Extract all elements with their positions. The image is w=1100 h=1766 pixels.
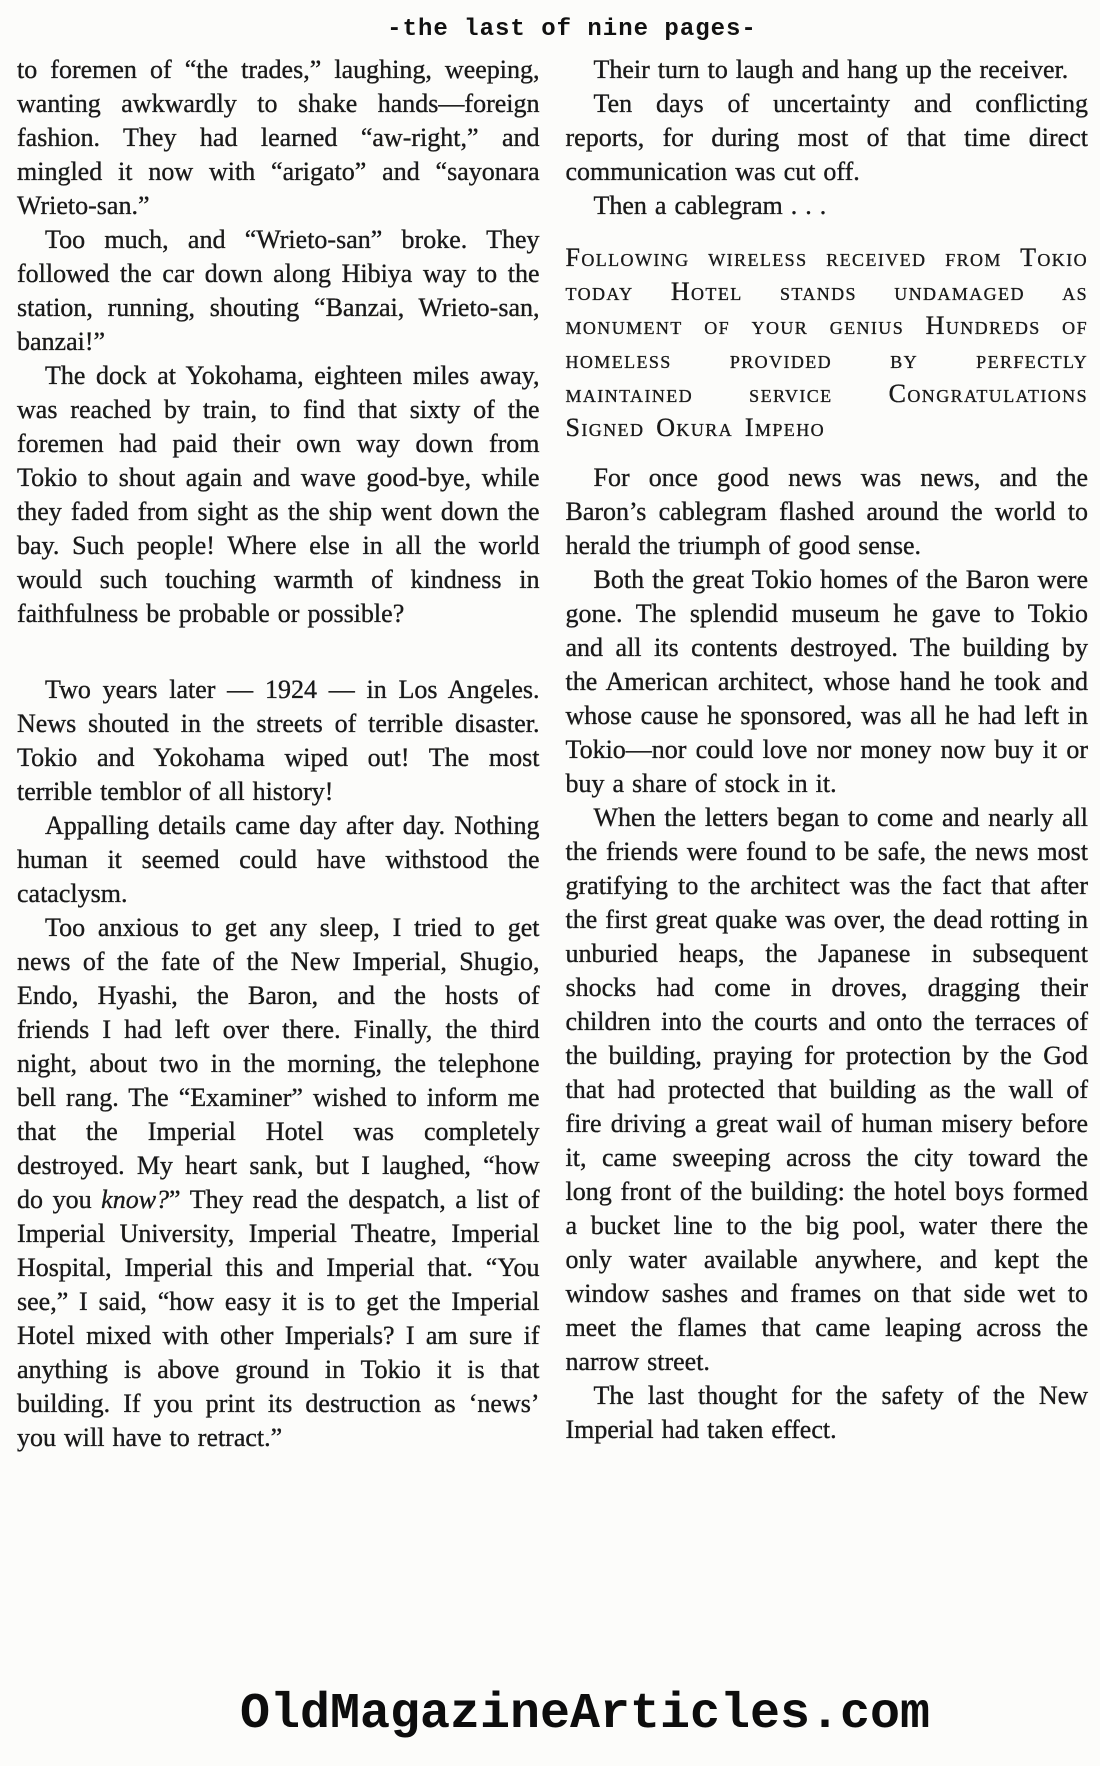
paragraph: When the letters began to come and nearly all the friends were found to be safe, the news most gratifying to the architect was the fact that after the first great quake was over, the dead rotting in unburied heaps, the Japanese in subsequent shocks had come in droves, dragging their children into the courts and onto the terraces of the building, praying for protection by the God that had protected that building as the wall of fire driving a great wail of human misery before it, came sweeping across the city toward the long front of the building: the hotel boys formed a bucket line to the big pool, water there the only water available anywhere, and kept the window sashes and frames on that side wet to meet the flames that came leaping across the narrow street. bbox=[565, 803, 1088, 1376]
paragraph: The last thought for the safety of the New Imperial had taken effect. bbox=[565, 1381, 1088, 1444]
paragraph: Then a cablegram . . . bbox=[593, 191, 827, 220]
paragraph: Two years later — 1924 — in Los Angeles. News shouted in the streets of terrible disaster. Tokio and Yokohama wiped out! The most terrible temblor of all history! bbox=[17, 675, 540, 806]
italic-word: know? bbox=[101, 1185, 170, 1214]
paragraph: Their turn to laugh and hang up the receiver. bbox=[593, 55, 1069, 84]
paragraph bbox=[17, 911, 540, 1455]
page-header: -the last of nine pages- bbox=[387, 16, 757, 43]
watermark: OldMagazineArticles.com bbox=[239, 1686, 931, 1743]
paragraph-text: Too anxious to get any sleep, I tried to get news of the fate of the New Imperial, Shugio, Endo, Hyashi, the Baron, and the hosts of friends I had left over there. Finally, the third night, about two in the morning, the telephone bell rang. The “Examiner” wished to inform me that the Imperial Hotel was completely destroyed. My heart sank, but I laughed, “how do you bbox=[17, 913, 540, 1214]
paragraph: Both the great Tokio homes of the Baron were gone. The splendid museum he gave to Tokio and all its contents destroyed. The building by the American architect, whose hand he took and whose cause he sponsored, was all he had left in Tokio—nor could love nor money now buy it or buy a share of stock in it. bbox=[565, 565, 1088, 798]
left-column bbox=[17, 53, 540, 1455]
paragraph: Too much, and “Wrieto-san” broke. They followed the car down along Hibiya way to the station, running, shouting “Banzai, Wrieto-san, banzai!” bbox=[17, 225, 540, 356]
telegram-text: Following wireless received from Tokio today Hotel stands undamaged as monument of your genius Hundreds of homeless provided by perfectly maintained service Congratulations Signed Okura Impeho bbox=[565, 243, 1088, 442]
paragraph: to foremen of “the trades,” laughing, weeping, wanting awkwardly to shake hands—foreign fashion. They had learned “aw-right,” and mingled it now with “arigato” and “sayonara Wrieto-san.” bbox=[17, 55, 540, 220]
paragraph: Ten days of uncertainty and conflicting reports, for during most of that time direct communication was cut off. bbox=[565, 89, 1088, 186]
right-column bbox=[566, 53, 1089, 1455]
text-columns bbox=[0, 53, 1100, 1455]
paragraph: Appalling details came day after day. Nothing human it seemed could have withstood the cataclysm. bbox=[17, 811, 540, 908]
paragraph-text: ” They read the despatch, a list of Imperial University, Imperial Theatre, Imperial Hospital, Imperial this and Imperial that. “You see,” I said, “how easy it is to get the Imperial Hotel mixed with other Imperials? I am sure if anything is above ground in Tokio it is that building. If you print its destruction as ‘news’ you will have to retract.” bbox=[17, 1185, 540, 1452]
paragraph: For once good news was news, and the Baron’s cablegram flashed around the world to herald the triumph of good sense. bbox=[565, 463, 1088, 560]
paragraph: The dock at Yokohama, eighteen miles away, was reached by train, to find that sixty of the foremen had paid their own way down from Tokio to shout again and wave good-bye, while they faded from sight as the ship went down the bay. Such people! Where else in all the world would such touching warmth of kindness in faithfulness be probable or possible? bbox=[17, 361, 540, 628]
